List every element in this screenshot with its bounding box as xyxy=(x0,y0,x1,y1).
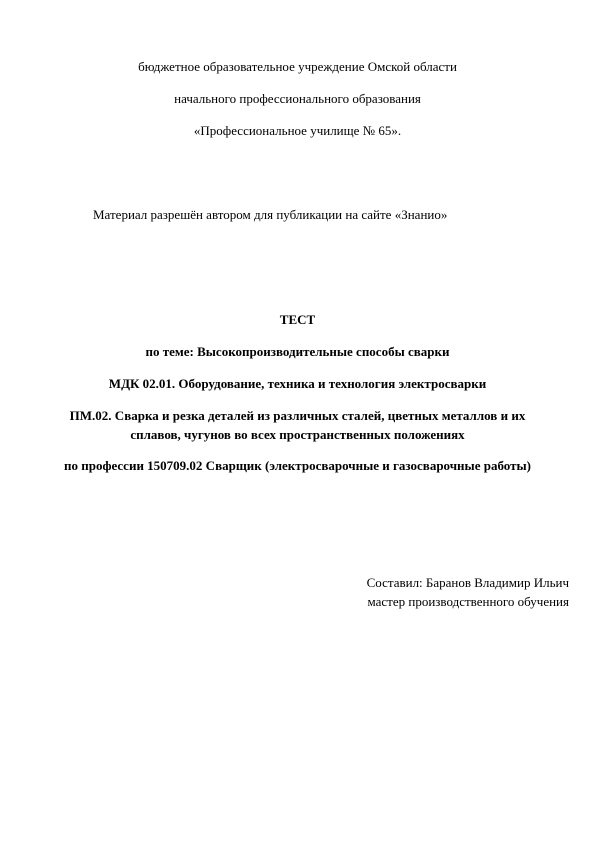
publication-permission-note: Материал разрешён автором для публикации на сайте «Знанио» xyxy=(93,207,448,222)
course-module-mdk: МДК 02.01. Оборудование, техника и технология электросварки xyxy=(108,376,487,391)
author-name: Составил: Баранов Владимир Ильич xyxy=(366,575,569,590)
profession-line: по профессии 150709.02 Сварщик (электросварочные и газосварочные работы) xyxy=(64,458,531,473)
document-title: ТЕСТ xyxy=(279,312,316,327)
test-topic: по теме: Высокопроизводительные способы сварки xyxy=(145,344,450,359)
school-name-line: «Профессиональное училище № 65». xyxy=(193,123,402,138)
author-position: мастер производственного обучения xyxy=(367,594,569,609)
professional-module-line-1: ПМ.02. Сварка и резка деталей из различных сталей, цветных металлов и их xyxy=(69,408,526,423)
education-level-line: начального профессионального образования xyxy=(174,91,421,106)
professional-module-line-2: сплавов, чугунов во всех пространственных положениях xyxy=(130,427,465,442)
institution-type-line: бюджетное образовательное учреждение Омской области xyxy=(138,59,457,74)
